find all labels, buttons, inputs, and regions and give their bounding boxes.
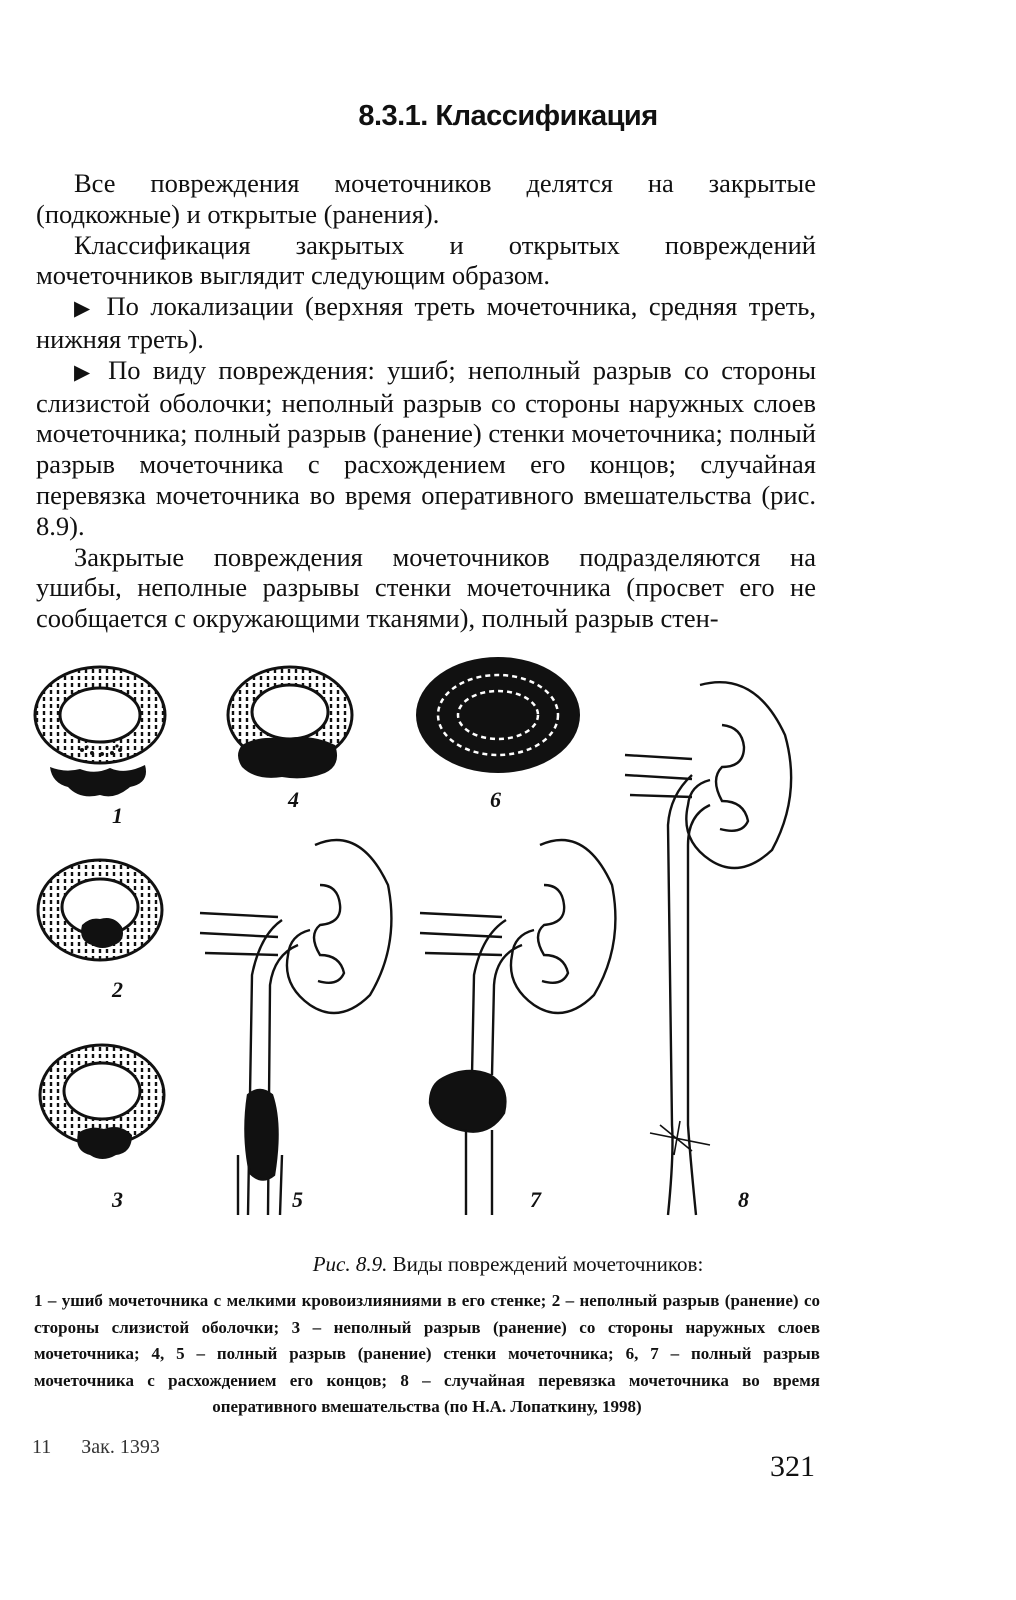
figure-number: 8 — [738, 1187, 749, 1212]
paragraph: Закрытые повреждения мочеточников подразделяются на ушибы, неполные разрывы стенки мочеточника (просвет его не сообщается с окружающими тканями), полный разрыв стен- — [36, 541, 816, 634]
paragraph: ▶ По локализации (верхняя треть мочеточника, средняя треть, нижняя треть). — [36, 291, 816, 354]
ureter-cross-section-6 — [416, 657, 580, 773]
triangle-bullet-icon: ▶ — [74, 296, 96, 321]
figure-caption-title: Рис. 8.9. Виды повреждений мочеточников: — [312, 1252, 704, 1276]
paragraph: ▶ По виду повреждения: ушиб; неполный разрыв со стороны слизистой оболочки; неполный разрыв со стороны наружных слоев мочеточника; полный разрыв (ранение) стенки мочеточника; полный разрыв мочеточника с расхождением его концов; случайная перевязка мочеточника во время оперативного вмешательства (рис. 8.9). — [36, 354, 817, 541]
body-text — [36, 168, 816, 634]
section-heading: 8.3.1. Классификация — [358, 100, 658, 132]
figure-number: 3 — [112, 1187, 123, 1212]
figure-number: 2 — [112, 977, 123, 1002]
ureter-cross-section-2 — [38, 860, 162, 960]
figure-illustration — [20, 655, 850, 1225]
ureter-cross-section-3 — [40, 1045, 164, 1159]
kidney-ureter-5 — [200, 840, 391, 1215]
figure-number: 4 — [288, 787, 299, 812]
page-number: 321 — [770, 1450, 815, 1483]
figure-ureter-injuries — [20, 655, 850, 1225]
kidney-ureter-8 — [625, 682, 791, 1215]
kidney-ureter-7 — [420, 840, 615, 1215]
figure-caption-body: 1 – ушиб мочеточника с мелкими кровоизлияниями в его стенке; 2 – неполный разрыв (ранение) со стороны слизистой оболочки; 3 – неполный разрыв (ранение) со стороны наружных слоев мочеточника; 4, 5 – полный разрыв (ранение) стенки мочеточника; 6, 7 – полный разрыв мочеточника с расхождением его концов; 8 – случайная перевязка мочеточника во время оперативного вмешательства (по Н.А. Лопаткину, 1998) — [34, 1291, 820, 1416]
paragraph: Классификация закрытых и открытых повреждений мочеточников выглядит следующим образом. — [36, 229, 816, 291]
triangle-bullet-icon: ▶ — [74, 359, 96, 384]
figure-number: 5 — [292, 1187, 303, 1212]
ureter-cross-section-1 — [35, 667, 165, 796]
figure-number: 1 — [112, 803, 123, 828]
footer-printer-mark: 11 Зак. 1393 — [32, 1436, 160, 1458]
ureter-cross-section-4 — [228, 667, 352, 778]
figure-number: 7 — [530, 1187, 541, 1212]
figure-number: 6 — [490, 787, 501, 812]
paragraph: Все повреждения мочеточников делятся на закрытые (подкожные) и открытые (ранения). — [36, 168, 816, 229]
